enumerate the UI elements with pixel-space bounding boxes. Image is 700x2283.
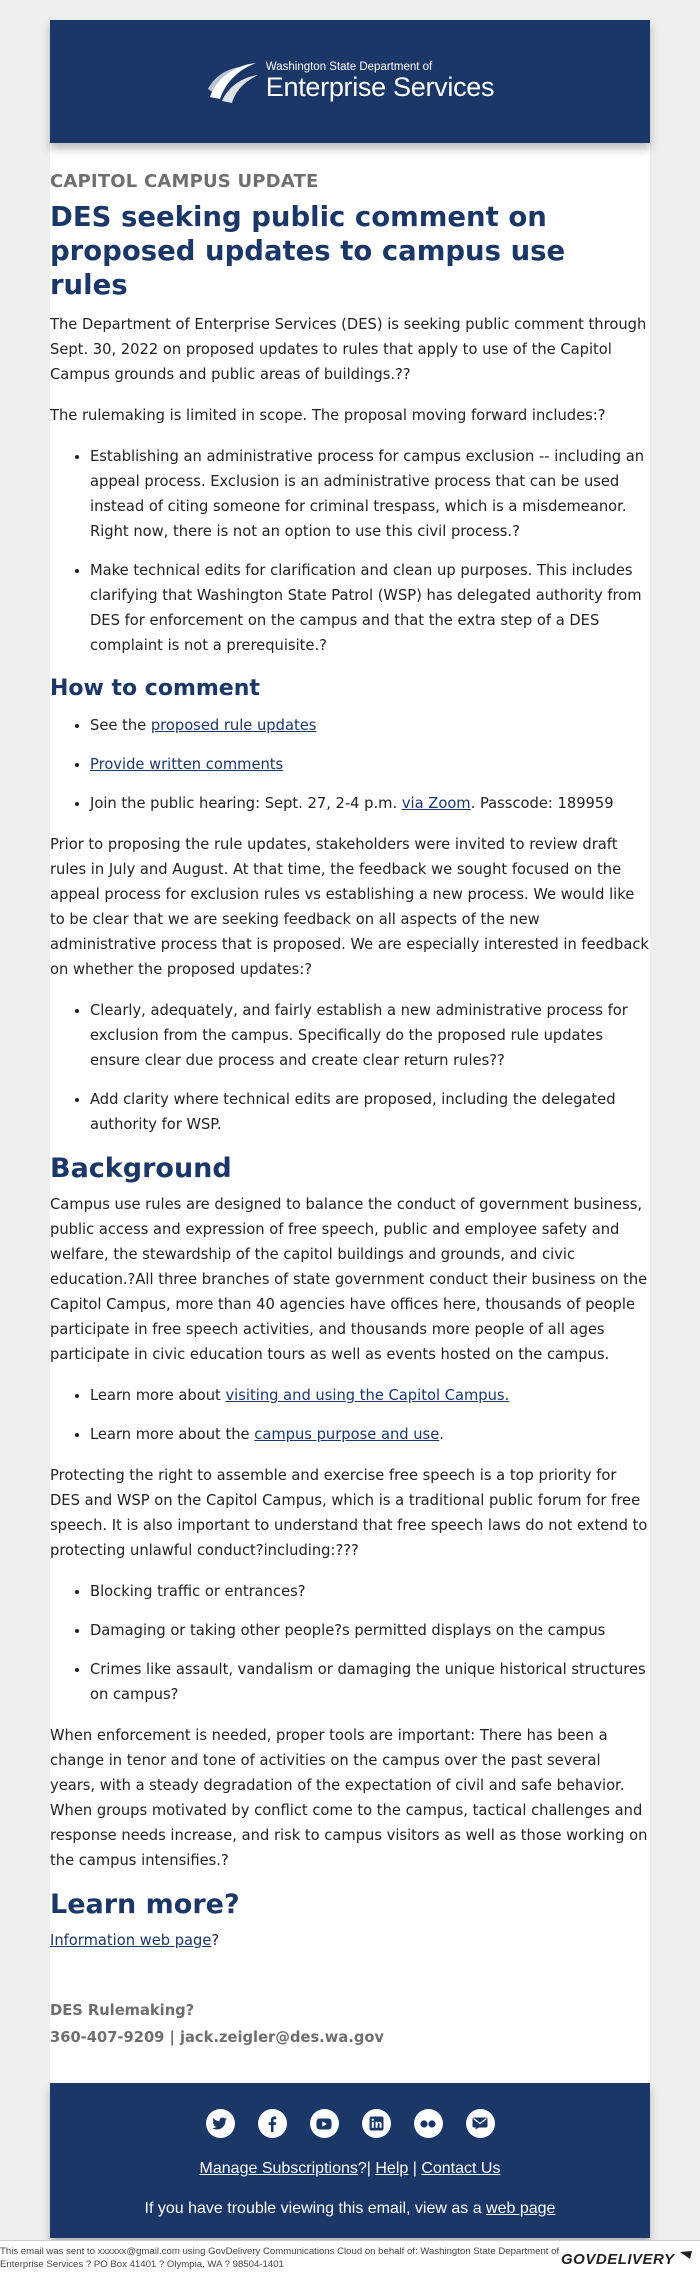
how-to-comment-heading: How to comment — [50, 676, 260, 701]
info-page-line: Information web page? — [50, 1932, 220, 1949]
feedback-list — [50, 998, 650, 1137]
visiting-campus-link[interactable]: visiting and using the Capitol Campus. — [225, 1387, 510, 1404]
govdelivery-logo[interactable]: GOVDELIVERY — [561, 2251, 692, 2268]
envelope-icon — [680, 2251, 692, 2261]
list-item: • Establishing an administrative process for campus exclusion -- including an appeal process. Exclusion is an administrative process that can be used instead of citing someone for criminal trespass, which is a misdemeanor. Right now, there is not an option to use this civil process.? — [90, 444, 650, 544]
information-web-page-link[interactable]: Information web page — [50, 1932, 212, 1949]
article-body — [50, 143, 650, 2051]
help-link[interactable]: Help — [375, 2160, 409, 2177]
page-title: DES seeking public comment on proposed updates to campus use rules — [50, 201, 566, 301]
email-icon[interactable] — [466, 2109, 495, 2138]
youtube-icon[interactable] — [310, 2109, 339, 2138]
campus-purpose-link[interactable]: campus purpose and use — [254, 1426, 440, 1443]
contact-info: 360-407-9209 | jack.zeigler@des.wa.gov — [50, 2029, 384, 2046]
flickr-icon[interactable] — [414, 2109, 443, 2138]
facebook-icon[interactable] — [258, 2109, 287, 2138]
list-item: • Crimes like assault, vandalism or damaging the unique historical structures on campus? — [90, 1657, 650, 1707]
list-item: • Damaging or taking other people?s permitted displays on the campus — [90, 1618, 650, 1643]
logo-subtitle: Washington State Department of — [265, 61, 433, 74]
list-item: • Clearly, adequately, and fairly establish a new administrative process for exclusion from the campus. Specifically do the proposed rule updates ensure clear due process and create clear return rules?? — [90, 998, 650, 1073]
manage-subscriptions-link[interactable]: Manage Subscriptions — [199, 2160, 358, 2177]
enforcement-paragraph: When enforcement is needed, proper tools are important: There has been a change in tenor and tone of activities on the campus over the past several years, with a steady degradation of the expectation of civil and safe behavior. When groups motivated by conflict come to the campus, tactical challenges and response needs increase, and risk to campus visitors as well as those working on the campus intensifies.? — [50, 1727, 648, 1869]
swoosh-logo-icon — [206, 59, 260, 105]
list-item — [90, 752, 650, 777]
legal-text: This email was sent to xxxxxx@gmail.com using GovDelivery Communications Cloud on behalf of: Washington State Department of Enterprise Services ? PO Box 41401 ? Olympia, WA ? 98504-1401 — [0, 2246, 560, 2270]
protect-paragraph: Protecting the right to assemble and exercise free speech is a top priority for DES and WSP on the Capitol Campus, which is a traditional public forum for free speech. It is also important to understand that free speech laws do not extend to protecting unlawful conduct?including:??? — [50, 1467, 648, 1559]
list-item: • See the proposed rule updates — [90, 713, 650, 738]
contact-name: DES Rulemaking? — [50, 2002, 195, 2019]
list-item: • Learn more about the campus purpose and use. — [90, 1422, 650, 1447]
how-to-comment-list — [50, 713, 650, 816]
header-banner — [50, 20, 650, 143]
background-heading: Background — [50, 1153, 232, 1184]
social-icons — [50, 2109, 650, 2138]
des-logo[interactable] — [206, 59, 494, 105]
footer-links: Manage Subscriptions?| Help | Contact Us — [199, 2160, 501, 2177]
list-item: • Make technical edits for clarification and clean up purposes. This includes clarifying that Washington State Patrol (WSP) has delegated authority from DES for enforcement on the campus and that the extra step of a DES complaint is not a prerequisite.? — [90, 558, 650, 658]
web-page-link[interactable]: web page — [486, 2200, 556, 2217]
email-container — [50, 20, 650, 2238]
list-item: • Join the public hearing: Sept. 27, 2-4 p.m. via Zoom. Passcode: 189959 — [90, 791, 650, 816]
list-item: • Add clarity where technical edits are proposed, including the delegated authority for WSP. — [90, 1087, 650, 1137]
linkedin-icon[interactable] — [362, 2109, 391, 2138]
contact-us-link[interactable]: Contact Us — [421, 2160, 501, 2177]
scope-list — [50, 444, 650, 658]
contact-block — [50, 1997, 650, 2051]
scope-paragraph: The rulemaking is limited in scope. The proposal moving forward includes:? — [50, 407, 606, 424]
unlawful-conduct-list — [50, 1579, 650, 1707]
legal-bar — [0, 2240, 700, 2283]
view-web-page-line: If you have trouble viewing this email, view as a web page — [144, 2200, 556, 2217]
prior-paragraph: Prior to proposing the rule updates, stakeholders were invited to review draft rules in July and August. At that time, the feedback we sought focused on the appeal process for exclusion rules vs establishing a new process. We would like to be clear that we are seeking feedback on all aspects of the new administrative process that is proposed. We are especially interested in feedback on whether the proposed updates:? — [50, 836, 649, 978]
footer — [50, 2083, 650, 2238]
list-item: • Learn more about visiting and using the Capitol Campus. — [90, 1383, 650, 1408]
written-comments-link[interactable]: Provide written comments — [90, 756, 284, 773]
zoom-link[interactable]: via Zoom — [401, 795, 471, 812]
learn-more-list — [50, 1383, 650, 1447]
twitter-icon[interactable] — [206, 2109, 235, 2138]
background-paragraph: Campus use rules are designed to balance the conduct of government business, public access and expression of free speech, public and employee safety and welfare, the stewardship of the capitol buildings and grounds, and civic education.?All three branches of state government conduct their business on the Capitol Campus, more than 40 agencies have offices here, thousands of people participate in free speech activities, and thousands more people of all ages participate in civic education tours as well as events hosted on the campus. — [50, 1196, 648, 1363]
intro-paragraph: The Department of Enterprise Services (DES) is seeking public comment through Sept. 30, 2022 on proposed updates to rules that apply to use of the Capitol Campus grounds and public areas of buildings.?? — [50, 316, 647, 383]
list-item: • Blocking traffic or entrances? — [90, 1579, 650, 1604]
eyebrow-label: CAPITOL CAMPUS UPDATE — [50, 171, 319, 192]
logo-title: Enterprise Services — [265, 72, 495, 103]
proposed-rule-updates-link[interactable]: proposed rule updates — [150, 717, 317, 734]
learn-more-heading: Learn more? — [50, 1889, 240, 1920]
